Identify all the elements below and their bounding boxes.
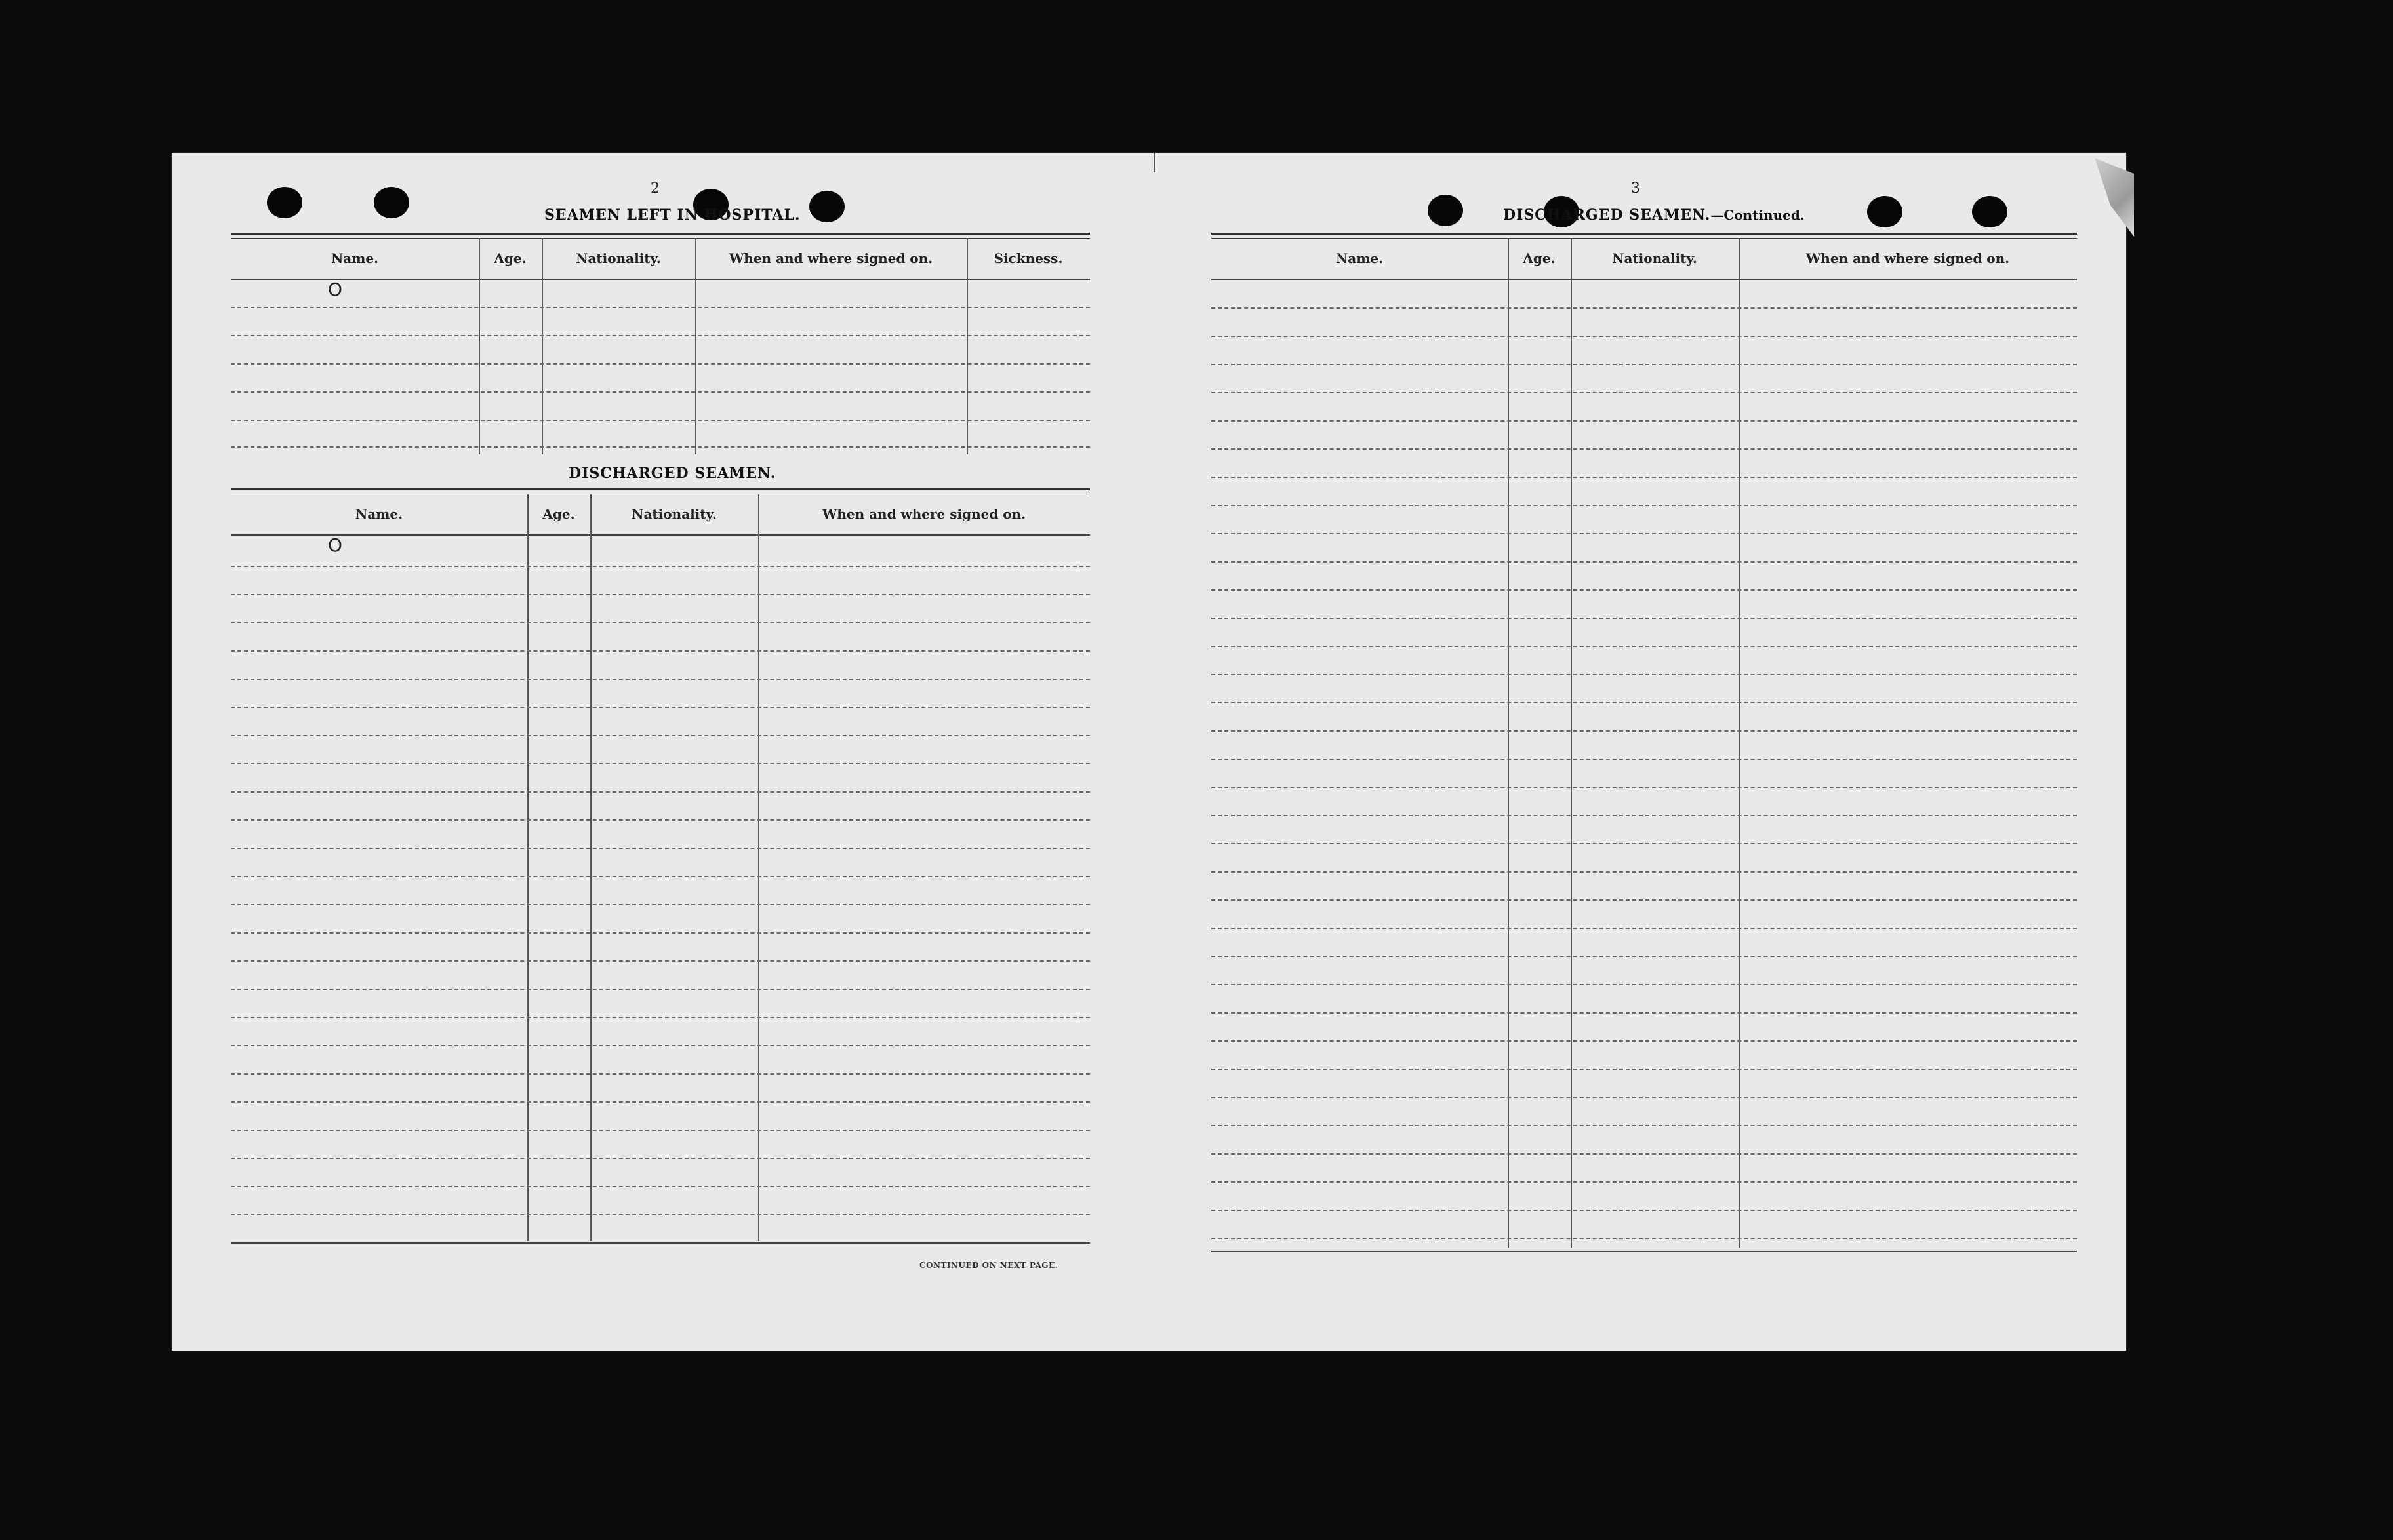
table-row-line (1211, 871, 2077, 873)
table-row-line (1211, 646, 2077, 647)
discharged-continued-title (1503, 207, 1805, 224)
column-divider (695, 238, 696, 454)
table-row-line (1211, 1097, 2077, 1098)
table-row-line (1211, 1238, 2077, 1239)
table-row-line (231, 391, 1090, 393)
column-divider (1571, 238, 1572, 1248)
column-header-nationality: Nationality. (576, 250, 661, 266)
row-mark: O (328, 534, 343, 556)
table-row-line (1211, 505, 2077, 506)
table-row-line (1211, 1125, 2077, 1126)
discharged-table-header (231, 494, 1090, 536)
column-header-age: Age. (542, 506, 575, 522)
page-number: 3 (1631, 180, 1640, 197)
table-row-line (231, 1186, 1090, 1187)
hospital-table (231, 238, 1090, 461)
table-row-line (1211, 420, 2077, 422)
table-row-line (231, 1214, 1090, 1215)
column-header-name: Name. (1335, 250, 1384, 266)
table-row-line (1211, 928, 2077, 929)
table-row-line (231, 1017, 1090, 1018)
punch-hole (267, 187, 302, 218)
column-header-nationality: Nationality. (632, 506, 717, 522)
table-row-line (1211, 364, 2077, 365)
punch-hole (374, 187, 409, 218)
table-row-line (1211, 336, 2077, 337)
page-number: 2 (651, 180, 660, 197)
column-divider (1739, 238, 1740, 1248)
table-row-line (1211, 787, 2077, 788)
table-row-line (231, 876, 1090, 877)
column-header-nationality: Nationality. (1612, 250, 1697, 266)
continued-note: CONTINUED ON NEXT PAGE. (919, 1261, 1058, 1270)
discharged-title-main: DISCHARGED SEAMEN. (1503, 207, 1711, 224)
table-row-line (231, 989, 1090, 990)
table-row-line (231, 791, 1090, 793)
table-row-line (1211, 1012, 2077, 1014)
column-header-name: Name. (355, 506, 403, 522)
table-row-line (231, 848, 1090, 849)
discharged-section-title: DISCHARGED SEAMEN. (569, 465, 776, 482)
table-row-line (231, 594, 1090, 595)
hospital-table-header (231, 238, 1090, 280)
punch-hole (1428, 195, 1463, 226)
punch-hole (1972, 196, 2007, 227)
column-header-signed-on: When and where signed on. (1805, 250, 2010, 266)
page-curl (2095, 158, 2134, 237)
table-row-line (1211, 674, 2077, 675)
table-row-line (231, 763, 1090, 764)
table-bottom-rule (231, 1242, 1090, 1244)
table-row-line (1211, 1210, 2077, 1211)
table-row-line (1211, 589, 2077, 591)
table-row-line (231, 446, 1090, 448)
table-row-line (231, 1158, 1090, 1159)
row-mark: O (328, 279, 343, 300)
table-row-line (1211, 956, 2077, 957)
register-sheet (172, 153, 2126, 1351)
table-row-line (1211, 1181, 2077, 1183)
table-row-line (231, 960, 1090, 962)
column-header-name: Name. (331, 250, 379, 266)
column-header-signed-on: When and where signed on. (822, 506, 1026, 522)
table-row-line (1211, 843, 2077, 844)
right-page (1211, 153, 2077, 1351)
table-row-line (1211, 533, 2077, 534)
table-row-line (231, 566, 1090, 567)
punch-hole (809, 191, 845, 222)
table-row-line (1211, 815, 2077, 816)
table-row-line (1211, 730, 2077, 732)
table-row-line (231, 1045, 1090, 1046)
table-row-line (231, 932, 1090, 934)
left-page (231, 153, 1090, 1351)
table-row-line (1211, 984, 2077, 985)
punch-hole (1867, 196, 1902, 227)
table-row-line (231, 650, 1090, 652)
column-divider (527, 494, 529, 1241)
column-divider (967, 238, 968, 454)
column-divider (479, 238, 480, 454)
table-row-line (1211, 561, 2077, 563)
table-row-line (1211, 448, 2077, 450)
table-row-line (231, 335, 1090, 336)
table-row-line (231, 1130, 1090, 1131)
table-row-line (231, 679, 1090, 680)
table-row-line (231, 1101, 1090, 1103)
column-header-age: Age. (1523, 250, 1556, 266)
table-row-line (231, 622, 1090, 623)
discharged-continued-header (1211, 238, 2077, 280)
table-row-line (231, 735, 1090, 736)
table-row-line (1211, 702, 2077, 703)
table-row-line (231, 1073, 1090, 1075)
table-bottom-rule (1211, 1251, 2077, 1252)
discharged-table (231, 494, 1090, 1254)
table-row-line (231, 420, 1090, 421)
continued-label: —Continued. (1710, 207, 1805, 223)
table-row-line (1211, 899, 2077, 901)
table-row-line (1211, 1040, 2077, 1042)
table-row-line (1211, 1069, 2077, 1070)
table-row-line (1211, 392, 2077, 393)
table-row-line (1211, 618, 2077, 619)
table-row-line (1211, 1153, 2077, 1155)
column-header-age: Age. (494, 250, 527, 266)
center-fold (1154, 153, 1155, 172)
table-row-line (231, 819, 1090, 821)
table-row-line (1211, 759, 2077, 760)
table-row-line (231, 363, 1090, 365)
table-row-line (231, 307, 1090, 308)
column-divider (1508, 238, 1509, 1248)
column-header-sickness: Sickness. (994, 250, 1063, 266)
table-row-line (1211, 477, 2077, 478)
table-row-line (231, 707, 1090, 708)
hospital-section-title: SEAMEN LEFT IN HOSPITAL. (544, 207, 801, 224)
column-header-signed-on: When and where signed on. (729, 250, 933, 266)
table-row-line (1211, 307, 2077, 309)
discharged-continued-table (1211, 238, 2077, 1287)
column-divider (590, 494, 592, 1241)
column-divider (542, 238, 543, 454)
table-row-line (231, 904, 1090, 905)
column-divider (758, 494, 759, 1241)
